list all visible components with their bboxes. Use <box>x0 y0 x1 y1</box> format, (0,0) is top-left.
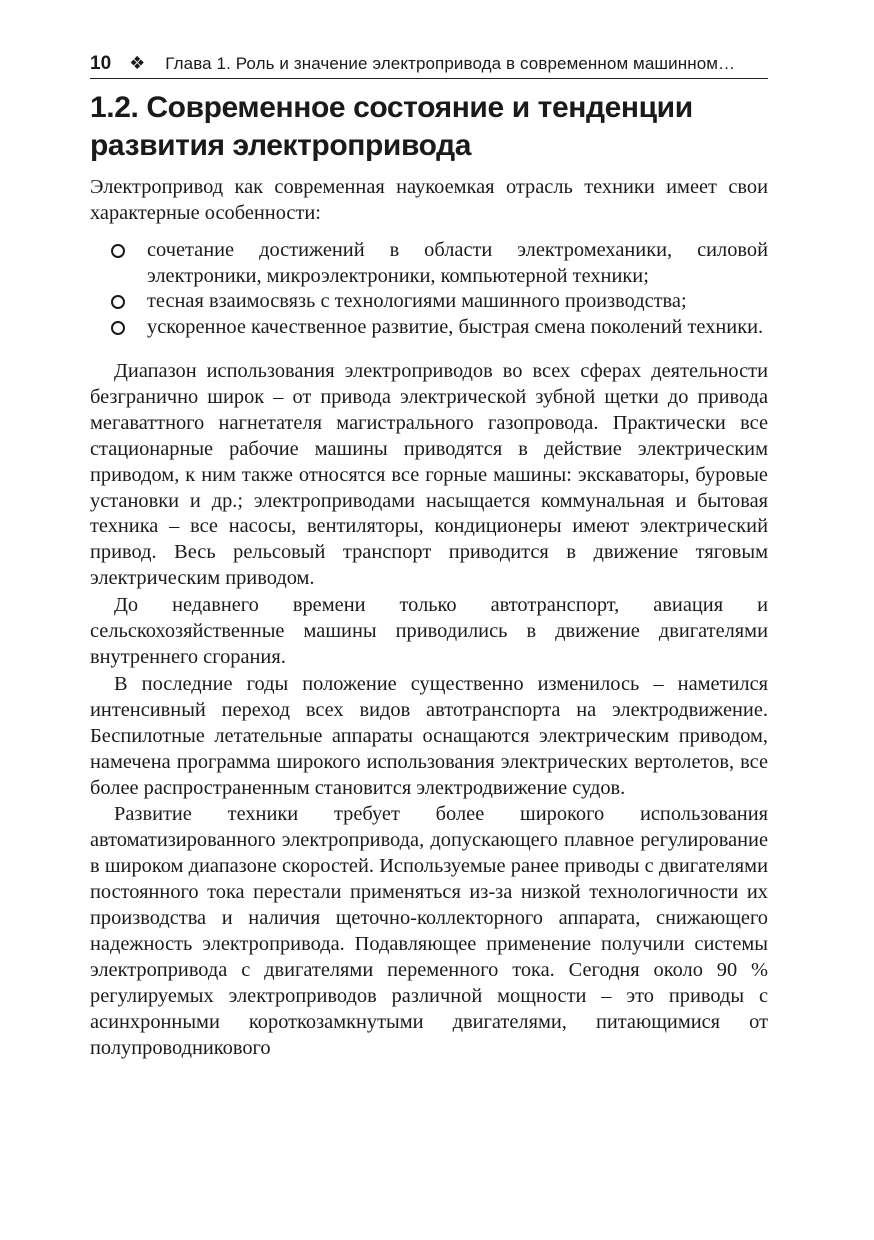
circle-bullet-icon <box>111 295 125 309</box>
paragraph: Диапазон использования электроприводов во всех сферах деятельности безгранично широк – от привода электрической зубной щетки до привода мегаваттного нагнетателя магистрального газопровода. Практически все стационарные рабочие машины приводятся в действие электрическим приводом, к ним также относятся все горные машины: экскаваторы, буровые установки и др.; электроприводами насыщается коммунальная и бытовая техника – все насосы, вентиляторы, кондиционеры имеют электрический привод. Весь рельсовый транспорт приводится в движение тяговым электрическим приводом. <box>90 360 768 590</box>
features-list <box>90 238 768 340</box>
running-header <box>90 48 768 79</box>
list-item-text: тесная взаимосвязь с технологиями машинного производства; <box>147 290 687 312</box>
list-item <box>90 315 768 341</box>
circle-bullet-icon <box>111 321 125 335</box>
circle-bullet-icon <box>111 244 125 258</box>
chapter-title: Глава 1. Роль и значение электропривода в современном машинном… <box>165 54 736 73</box>
paragraph: Развитие техники требует более широкого использования автоматизированного электропривода, допускающего плавное регулирование в широком диапазоне скоростей. Используемые ранее приводы с двигателями постоянного тока перестали применяться из-за низкой технологичности их производства и наличия щеточно-коллекторного аппарата, снижающего надежность электропривода. Подавляющее применение получили системы электропривода с двигателями переменного тока. Сегодня около 90 % регулируемых электроприводов различной мощности – это приводы с асинхронными короткозамкнутыми двигателями, питающимися от полупроводникового <box>90 803 768 1059</box>
book-page <box>90 48 768 1061</box>
list-item <box>90 238 768 289</box>
paragraph: До недавнего времени только автотранспорт, авиация и сельскохозяйственные машины приводились в движение двигателями внутреннего сгорания. <box>90 594 768 668</box>
body-text <box>90 359 768 1061</box>
list-item-text: сочетание достижений в области электромеханики, силовой электроники, микроэлектроники, компьютерной техники; <box>147 239 768 287</box>
intro-paragraph: Электропривод как современная наукоемкая отрасль техники имеет свои характерные особенности: <box>90 176 768 224</box>
paragraph: В последние годы положение существенно изменилось – наметился интенсивный переход всех видов автотранспорта на электродвижение. Беспилотные летательные аппараты оснащаются электрическим приводом, намечена программа широкого использования электрических вертолетов, все более распространенным становится электродвижение судов. <box>90 672 768 799</box>
list-item <box>90 289 768 315</box>
ornament-icon: ❖ <box>129 53 146 73</box>
page-number: 10 <box>90 53 112 74</box>
section-title: 1.2. Современное состояние и тенденции развития электропривода <box>90 91 693 162</box>
list-item-text: ускоренное качественное развитие, быстрая смена поколений техники. <box>147 315 764 338</box>
